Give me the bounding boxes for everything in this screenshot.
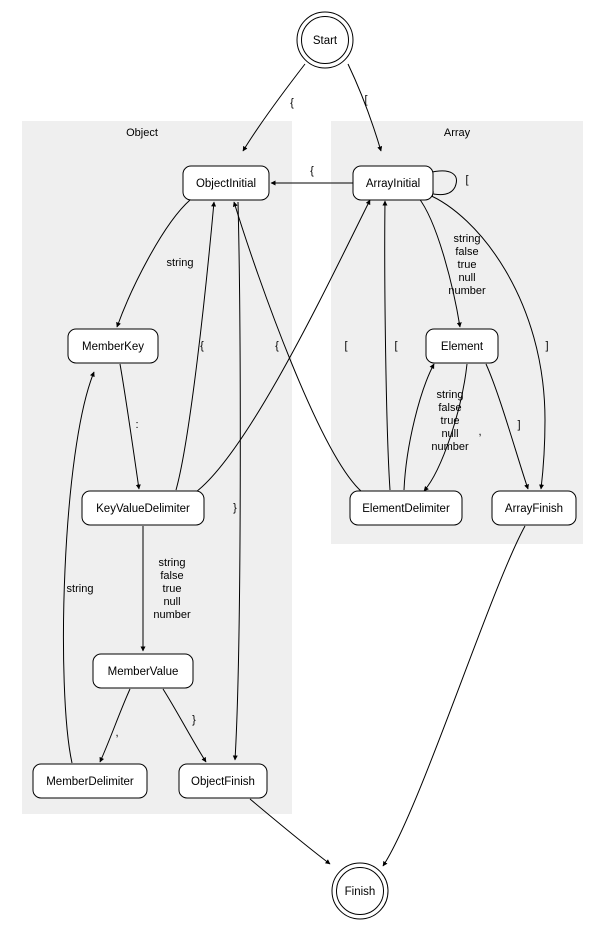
node-member_key[interactable] [68, 329, 158, 363]
node-label: MemberValue [107, 666, 179, 679]
node-label: ElementDelimiter [362, 503, 450, 516]
node-label: ObjectInitial [195, 178, 257, 191]
node-label: Element [440, 341, 484, 354]
node-member_delimiter[interactable] [33, 764, 147, 798]
edge-arrow [383, 526, 525, 866]
node-array_finish[interactable] [492, 491, 576, 525]
cluster-label: Array [443, 126, 471, 139]
edge-label: string false true null number [448, 232, 486, 297]
node-label: ArrayFinish [504, 503, 564, 516]
edge-label: string false true null number [431, 388, 469, 453]
node-element_delimiter[interactable] [350, 491, 462, 525]
node-label: MemberKey [82, 341, 144, 354]
node-element[interactable] [426, 329, 498, 363]
edge-arrayfinish-finish [383, 526, 525, 866]
cluster-background [22, 121, 292, 814]
edge-label: } [233, 501, 237, 514]
cluster-object [22, 121, 292, 814]
node-key_value_delimiter[interactable] [82, 491, 204, 525]
node-label: ArrayInitial [365, 178, 421, 191]
edge-label: string [166, 256, 194, 269]
edge-label: { [290, 96, 294, 109]
edge-label: , [115, 726, 119, 739]
node-array_initial[interactable] [353, 166, 433, 200]
edge-label: [ [465, 173, 469, 186]
node-start[interactable] [297, 12, 353, 68]
edge-label: [ [394, 339, 398, 352]
node-finish[interactable] [332, 863, 388, 919]
edge-label: ] [545, 339, 549, 352]
edge-label: : [135, 418, 139, 431]
node-member_value[interactable] [93, 654, 193, 688]
edge-label: [ [364, 93, 368, 106]
edge-label: { [310, 164, 314, 177]
edge-label: string false true null number [153, 556, 191, 621]
node-object_initial[interactable] [183, 166, 269, 200]
edge-label: ] [517, 418, 521, 431]
node-label: ObjectFinish [191, 776, 255, 789]
cluster-label: Object [126, 126, 158, 139]
edge-label: { [275, 339, 279, 352]
edge-label: , [478, 425, 482, 438]
cluster-layer [22, 121, 583, 814]
node-object_finish[interactable] [179, 764, 267, 798]
node-label: KeyValueDelimiter [96, 503, 190, 516]
node-label: Start [312, 35, 338, 48]
edge-label: } [192, 713, 196, 726]
node-label: MemberDelimiter [46, 776, 134, 789]
edge-label: string [66, 582, 94, 595]
node-label: Finish [344, 886, 376, 899]
edge-label: { [200, 339, 204, 352]
edge-label: [ [344, 339, 348, 352]
